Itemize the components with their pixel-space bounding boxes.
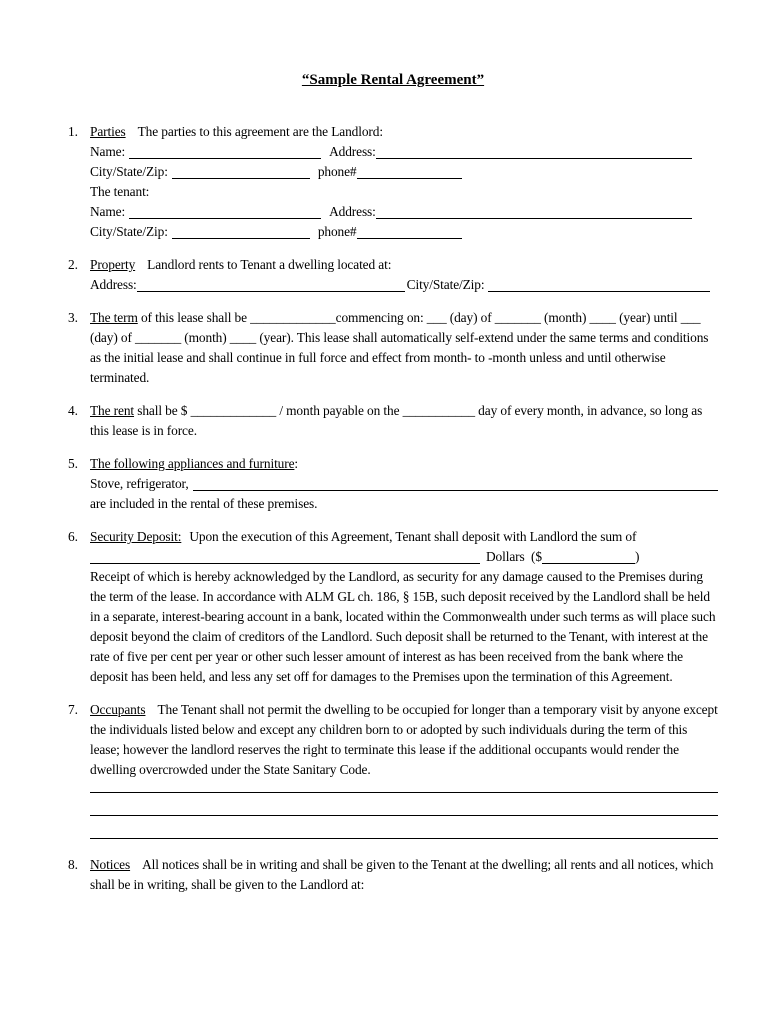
tenant-city-row bbox=[90, 222, 718, 242]
appliances-prefix: Stove, refrigerator, bbox=[90, 476, 189, 491]
city-state-zip-label: City/State/Zip: bbox=[90, 224, 168, 239]
tenant-name-field[interactable] bbox=[129, 218, 321, 219]
property-city-field[interactable] bbox=[488, 291, 710, 292]
landlord-city-field[interactable] bbox=[172, 178, 310, 179]
occupant-line-3[interactable] bbox=[90, 816, 718, 839]
section-occupants bbox=[68, 700, 721, 839]
notices-heading: Notices bbox=[90, 857, 131, 872]
occupant-line-2[interactable] bbox=[90, 793, 718, 816]
city-state-zip-label: City/State/Zip: bbox=[90, 164, 168, 179]
address-label: Address: bbox=[90, 277, 137, 292]
name-label: Name: bbox=[90, 204, 126, 219]
property-heading-line bbox=[90, 255, 718, 275]
appliances-heading-line bbox=[90, 454, 718, 474]
tenant-label: The tenant: bbox=[90, 184, 150, 199]
tenant-city-field[interactable] bbox=[172, 238, 310, 239]
property-heading: Property bbox=[90, 257, 136, 272]
tenant-address-field[interactable] bbox=[376, 218, 692, 219]
tenant-label-line bbox=[90, 182, 718, 202]
item-number: 3. bbox=[68, 310, 78, 325]
property-address-field[interactable] bbox=[137, 291, 405, 292]
item-number: 8. bbox=[68, 857, 78, 872]
landlord-name-row bbox=[90, 142, 718, 162]
landlord-city-row bbox=[90, 162, 718, 182]
section-notices bbox=[68, 855, 718, 895]
landlord-address-field[interactable] bbox=[376, 158, 692, 159]
item-number: 5. bbox=[68, 456, 78, 471]
rent-paragraph bbox=[90, 401, 718, 441]
item-number: 4. bbox=[68, 403, 78, 418]
appliances-colon: : bbox=[294, 456, 299, 471]
notices-body: All notices shall be in writing and shall be given to the Tenant at the dwelling; all rents and all notices, which shall be in writing, shall be given to the Landlord at: bbox=[90, 857, 717, 892]
term-heading: The term bbox=[90, 310, 138, 325]
deposit-amount-row bbox=[90, 547, 718, 567]
property-address-row bbox=[90, 275, 718, 295]
deposit-paragraph bbox=[90, 567, 718, 687]
section-term bbox=[68, 308, 718, 388]
parties-heading-line bbox=[90, 122, 718, 142]
item-number: 6. bbox=[68, 529, 78, 544]
rent-heading: The rent bbox=[90, 403, 135, 418]
section-security-deposit bbox=[68, 527, 718, 687]
document-title: “Sample Rental Agreement” bbox=[301, 72, 485, 88]
close-paren-label: ) bbox=[634, 549, 640, 564]
appliances-field[interactable] bbox=[193, 490, 718, 491]
deposit-heading-line bbox=[90, 527, 718, 547]
appliances-closing-line bbox=[90, 494, 718, 514]
deposit-amount-number-field[interactable] bbox=[542, 563, 635, 564]
tenant-name-row bbox=[90, 202, 718, 222]
section-rent bbox=[68, 401, 718, 441]
item-number: 7. bbox=[68, 702, 78, 717]
appliances-row bbox=[90, 474, 718, 494]
deposit-amount-words-field[interactable] bbox=[90, 563, 480, 564]
name-label: Name: bbox=[90, 144, 126, 159]
dollars-label: Dollars ($ bbox=[486, 549, 542, 564]
rent-body: shall be $ _____________ / month payable on the ___________ day of every month, in advance, so long as this lease is in force. bbox=[90, 403, 706, 438]
parties-heading: Parties bbox=[90, 124, 126, 139]
item-number: 2. bbox=[68, 257, 78, 272]
deposit-intro: Upon the execution of this Agreement, Tenant shall deposit with Landlord the sum of bbox=[189, 529, 637, 544]
phone-label: phone# bbox=[317, 164, 357, 179]
term-paragraph bbox=[90, 308, 718, 388]
notices-paragraph bbox=[90, 855, 718, 895]
term-body: of this lease shall be _____________commencing on: ___ (day) of _______ (month) ____ (year) until ___ (day) of _______ (month) ____ (year). This lease shall automatically self-extend under the same terms and conditions as the initial lease and shall continue in full force and effect from month- to -month unless and until otherwise terminated. bbox=[90, 310, 712, 385]
appliances-heading: The following appliances and furniture bbox=[90, 456, 295, 471]
property-intro: Landlord rents to Tenant a dwelling located at: bbox=[147, 257, 392, 272]
deposit-body: Receipt of which is hereby acknowledged by the Landlord, as security for any damage caused to the Premises during the term of the lease. In accordance with ALM GL ch. 186, § 15B, such deposit received by the Landlord shall be held in a separate, interest-bearing account in a bank, located within the Commonwealth under such terms as will place such deposit beyond the claim of creditors of the Landlord. Such deposit shall be returned to the Tenant, with interest at the rate of five per cent per year or other such lesser amount of interest as has been received from the bank where the deposit has been held, and less any set off for damages to the Premises upon the termination of this Agreement. bbox=[90, 569, 719, 684]
phone-label: phone# bbox=[317, 224, 357, 239]
tenant-phone-field[interactable] bbox=[357, 238, 462, 239]
address-label: Address: bbox=[329, 144, 376, 159]
occupant-line-1[interactable] bbox=[90, 780, 718, 793]
appliances-closing: are included in the rental of these premises. bbox=[90, 496, 318, 511]
section-property bbox=[68, 255, 718, 295]
section-parties bbox=[68, 122, 718, 242]
address-label: Address: bbox=[329, 204, 376, 219]
occupants-blank-lines bbox=[90, 780, 718, 839]
parties-intro: The parties to this agreement are the Landlord: bbox=[137, 124, 383, 139]
item-number: 1. bbox=[68, 124, 78, 139]
section-appliances bbox=[68, 454, 718, 514]
city-state-zip-label: City/State/Zip: bbox=[406, 277, 485, 292]
landlord-phone-field[interactable] bbox=[357, 178, 462, 179]
occupants-body: The Tenant shall not permit the dwelling to be occupied for longer than a temporary visit by anyone except the individuals listed below and except any children born to or adopted by such individuals during the term of this lease; however the landlord reserves the right to terminate this lease if the additional occupants would render the dwelling overcrowded under the State Sanitary Code. bbox=[90, 702, 721, 777]
occupants-paragraph bbox=[90, 700, 721, 780]
landlord-name-field[interactable] bbox=[129, 158, 321, 159]
deposit-heading: Security Deposit: bbox=[90, 529, 182, 544]
occupants-heading: Occupants bbox=[90, 702, 146, 717]
